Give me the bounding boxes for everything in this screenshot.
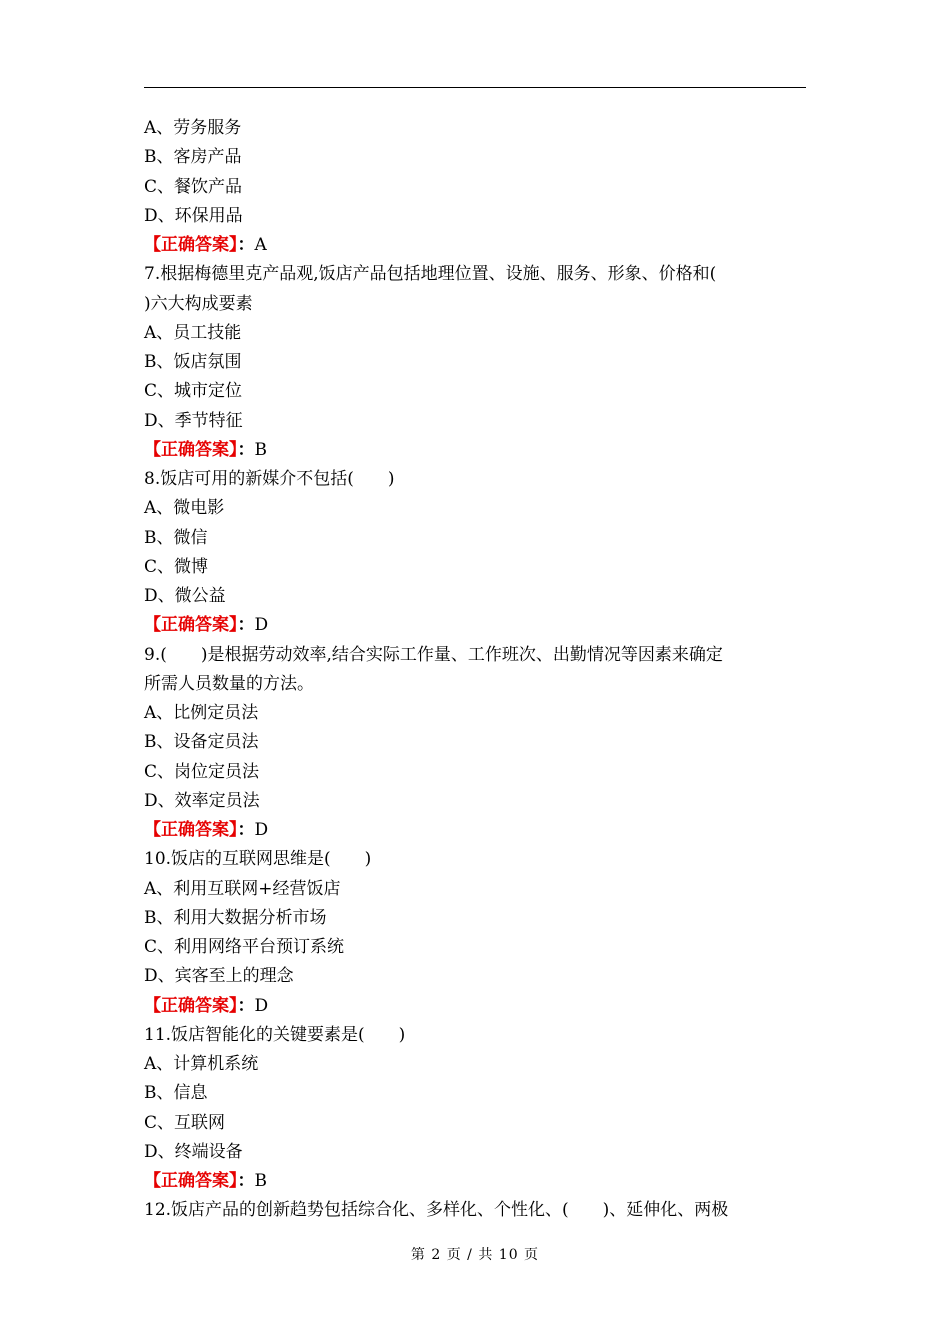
answer-value: D: [254, 995, 269, 1016]
answer-label: 【正确答案】: [144, 235, 238, 255]
option-line: C、微博: [144, 556, 209, 577]
option-line: C、城市定位: [144, 381, 243, 402]
answer-line: [144, 992, 806, 1021]
question-stem-cont: 所需人员数量的方法。: [144, 673, 314, 694]
option-line: C、餐饮产品: [144, 176, 243, 197]
answer-colon: ：: [237, 995, 255, 1016]
answer-colon: ：: [237, 235, 255, 255]
answer-colon: ：: [237, 615, 255, 636]
question-stem: 12.饭店产品的创新趋势包括综合化、多样化、个性化、( )、延伸化、两极: [144, 1200, 729, 1221]
option-line: B、信息: [144, 1083, 208, 1104]
option-line: C、利用网络平台预订系统: [144, 937, 345, 957]
answer-colon: ：: [237, 1171, 255, 1191]
option-line: B、微信: [144, 527, 208, 548]
option-line: D、季节特征: [144, 410, 243, 431]
answer-value: B: [254, 1171, 267, 1191]
option-line: B、客房产品: [144, 147, 242, 168]
answer-line: [144, 231, 806, 260]
header-rule: [144, 87, 806, 88]
answer-line: [144, 816, 806, 845]
question-stem: 7.根据梅德里克产品观,饭店产品包括地理位置、设施、服务、形象、价格和(: [144, 264, 717, 285]
answer-label: 【正确答案】: [144, 439, 238, 460]
question-stem: 9.( )是根据劳动效率,结合实际工作量、工作班次、出勤情况等因素来确定: [144, 644, 723, 665]
option-line: B、设备定员法: [144, 732, 259, 753]
option-line: B、饭店氛围: [144, 352, 242, 372]
answer-value: A: [254, 235, 267, 255]
answer-line: [144, 1167, 806, 1196]
option-line: D、效率定员法: [144, 790, 260, 811]
answer-value: D: [254, 615, 269, 636]
answer-value: B: [254, 439, 267, 460]
option-line: C、互联网: [144, 1112, 226, 1133]
answer-label: 【正确答案】: [144, 615, 238, 636]
question-stem: 10.饭店的互联网思维是( ): [144, 849, 372, 870]
answer-label: 【正确答案】: [144, 820, 238, 840]
page-footer: 第 2 页 / 共 10 页: [410, 1247, 540, 1263]
question-stem: 11.饭店智能化的关键要素是( ): [144, 1024, 406, 1045]
option-line: D、终端设备: [144, 1141, 243, 1162]
option-line: A、计算机系统: [144, 1054, 259, 1074]
option-line: A、微电影: [144, 498, 225, 519]
answer-line: [144, 611, 806, 640]
answer-label: 【正确答案】: [144, 995, 238, 1016]
answer-line: [144, 436, 806, 465]
option-line: D、宾客至上的理念: [144, 966, 294, 987]
page-content: [144, 114, 806, 1226]
answer-label: 【正确答案】: [144, 1171, 238, 1191]
option-line: D、环保用品: [144, 205, 243, 226]
option-line: B、利用大数据分析市场: [144, 907, 327, 928]
answer-value: D: [254, 820, 269, 840]
question-stem-cont: )六大构成要素: [144, 293, 253, 314]
option-line: C、岗位定员法: [144, 761, 260, 782]
question-stem: 8.饭店可用的新媒介不包括( ): [144, 469, 395, 489]
option-line: A、劳务服务: [144, 118, 242, 138]
answer-colon: ：: [237, 820, 255, 840]
option-line: A、利用互联网+经营饭店: [144, 878, 341, 899]
option-line: D、微公益: [144, 586, 226, 606]
option-line: A、比例定员法: [144, 703, 259, 723]
option-line: A、员工技能: [144, 322, 242, 343]
answer-colon: ：: [237, 439, 255, 460]
